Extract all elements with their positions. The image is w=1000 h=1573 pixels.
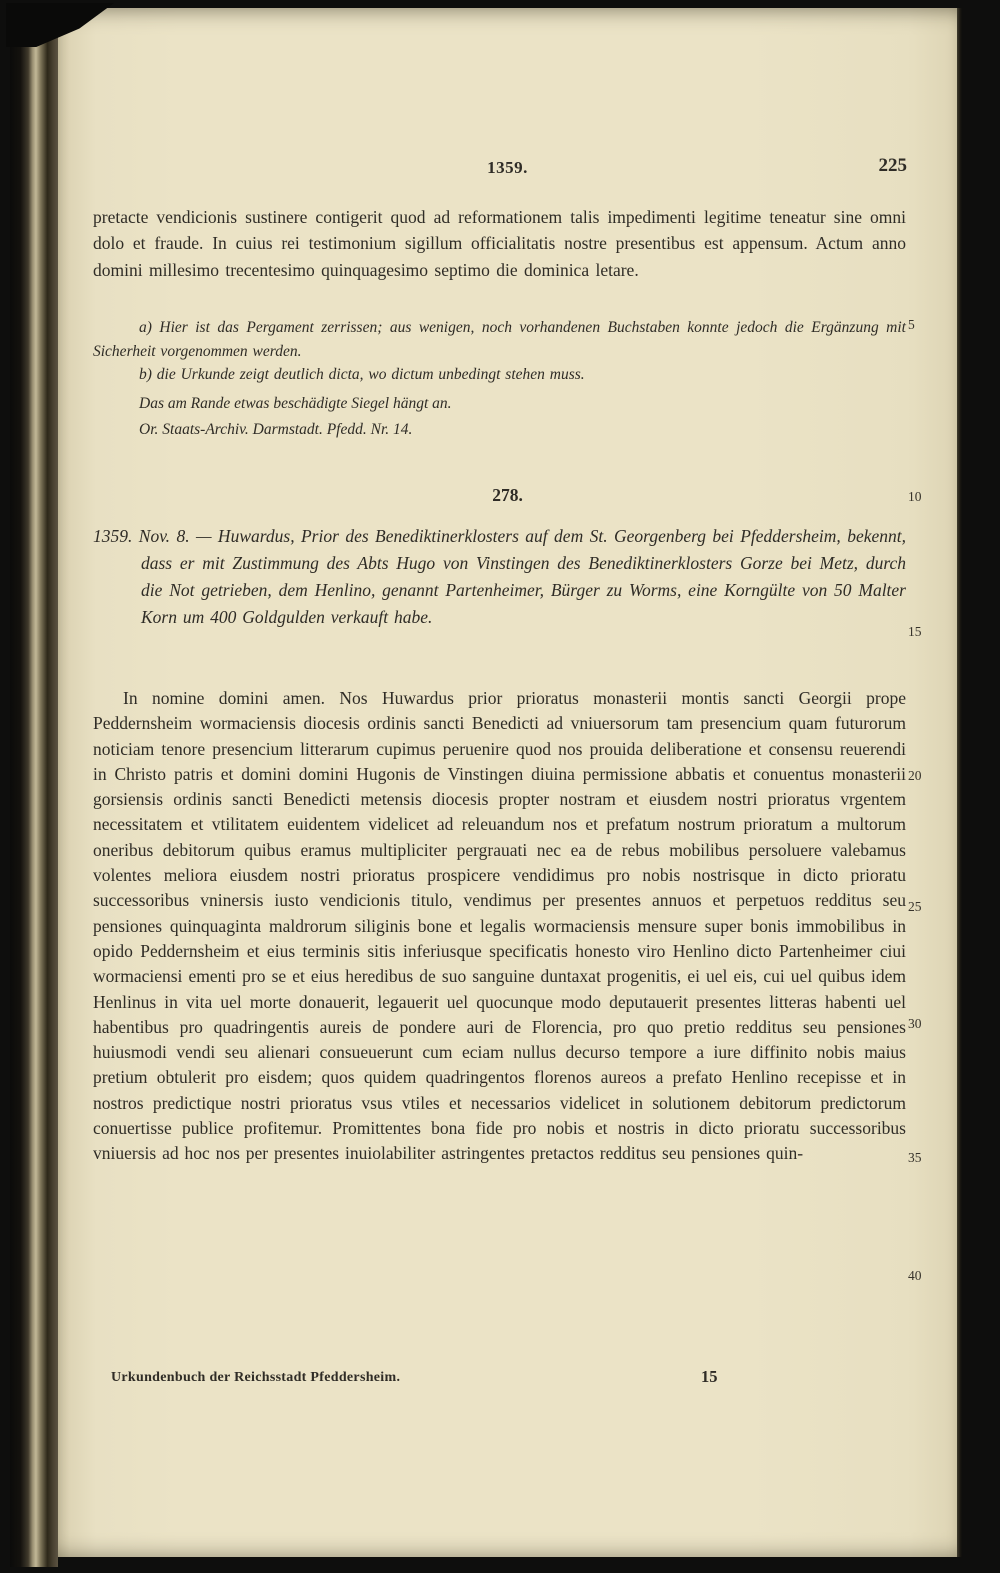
archival-notes-block [93,391,906,443]
seal-note: Das am Rande etwas beschädigte Siegel hängt an. [139,395,452,412]
entry-body-text: In nomine domini amen. Nos Huwardus prior prioratus monasterii montis sancti Georgii prope Peddernsheim wormaciensis diocesis ordinis sancti Benedicti ad vniuersorum tam presencium quam futurorum noticiam tenore presencium litterarum cupimus peruenire quod nos prouida deliberatione et consensu reuerendi in Christo patris et domini domini Hugonis de Vinstingen diuina permissione abbatis et conuentus monasterii gorsiensis ordinis sancti Benedicti metensis diocesis propter nostram et eiusdem nostri prioratus vrgentem necessitatem et vtilitatem euidentem videlicet ad releuandum nos et prefatum nostrum prioratum a multorum oneribus debitorum quibus eramus multipliciter pergrauati nec ea de rebus mobilibus persoluere valebamus volentes meliora eiusdem nostri prioratus prospicere vendidimus pro nobis nostrisque in dicto prioratu successoribus vninersis iusto vendicionis titulo, vendimus per presentes annuos et perpetuos redditus seu pensiones quinquaginta maldrorum siliginis bone et legalis wormaciensis mensure super bonis immobilibus in opido Peddernsheim et eius terminis sitis inferiusque specificatis honesto viro Henlino dicto Partenheimer ciui wormaciensi ementi pro se et eius heredibus de suo sanguine duntaxat progenitis, ei uel eis, cui uel quibus idem Henlinus in vita uel morte donauerit, legauerit uel quocunque modo deputauerit presentes litteras habenti uel habentibus pro quadringentis aureis de pondere auri de Florencia, pro quo pretio redditus seu pensiones huiusmodi vendi seu alienari consueuerunt cum eciam nullus decurso tempore a iure diffinito nobis maius pretium obtulerit pro eisdem; quos quidem quadringentos florenos aureos a prefato Henlino recepisse et in nostros predictique nostri prioratus vsus vtiles et necessarios videlicet in solutionem debitorum predictorum conuertisse publice profitemur. Promittentes bona fide pro nobis et nostris in dicto prioratu successoribus vniuersis ad hoc nos per presentes inuiolabiliter astringentes pretactos redditus seu pensiones quin- [93,688,906,1164]
page-number: 225 [878,155,907,176]
page-footer [93,1368,906,1386]
margin-line-number: 30 [908,1016,922,1031]
footer-series-title: Urkundenbuch der Reichsstadt Pfeddersheim. [111,1370,401,1385]
margin-line-number: 20 [908,768,922,783]
margin-line-number: 35 [908,1150,922,1165]
margin-line-number: 5 [908,317,915,332]
margin-line-number: 25 [908,899,922,914]
footer-sheet-number: 15 [701,1367,718,1386]
margin-line-number: 15 [908,624,922,639]
running-head-year: 1359. [487,158,528,177]
entry-regest: 1359. Nov. 8. — Huwardus, Prior des Benediktinerklosters auf dem St. Georgenberg bei Pfeddersheim, bekennt, dass er mit Zustimmung des Abts Hugo von Vinstingen des Benediktinerklosters Gorze bei Metz, durch die Not getrieben, dem Henlino, genannt Partenheimer, Bürger zu Worms, eine Korngülte von 50 Malter Korn um 400 Goldgulden verkauft habe. [93,526,906,627]
margin-line-number: 10 [908,489,922,504]
footnotes-block [93,316,906,387]
margin-line-number: 40 [908,1268,922,1283]
previous-charter-continuation: pretacte vendicionis sustinere contigerit quod ad reformationem talis impedimenti legitime teneatur sine omni dolo et fraude. In cuius rei testimonium sigillum officialitatis nostre presentibus est appensum. Actum anno domini millesimo trecentesimo quinquagesimo septimo die dominica letare. [93,207,906,280]
right-page-edge [957,8,962,1557]
book-spine-page-edges [10,5,58,1567]
entry-number: 278. [492,485,523,505]
page [58,8,957,1557]
footnote-a: a) Hier ist das Pergament zerrissen; aus wenigen, noch vorhandenen Buchstaben konnte jedoch die Ergänzung mit Sicherheit vorgenommen werden. [93,319,906,360]
source-note: Or. Staats-Archiv. Darmstadt. Pfedd. Nr. 14. [139,421,413,438]
footnote-b: b) die Urkunde zeigt deutlich dicta, wo dictum unbedingt stehen muss. [139,366,585,383]
